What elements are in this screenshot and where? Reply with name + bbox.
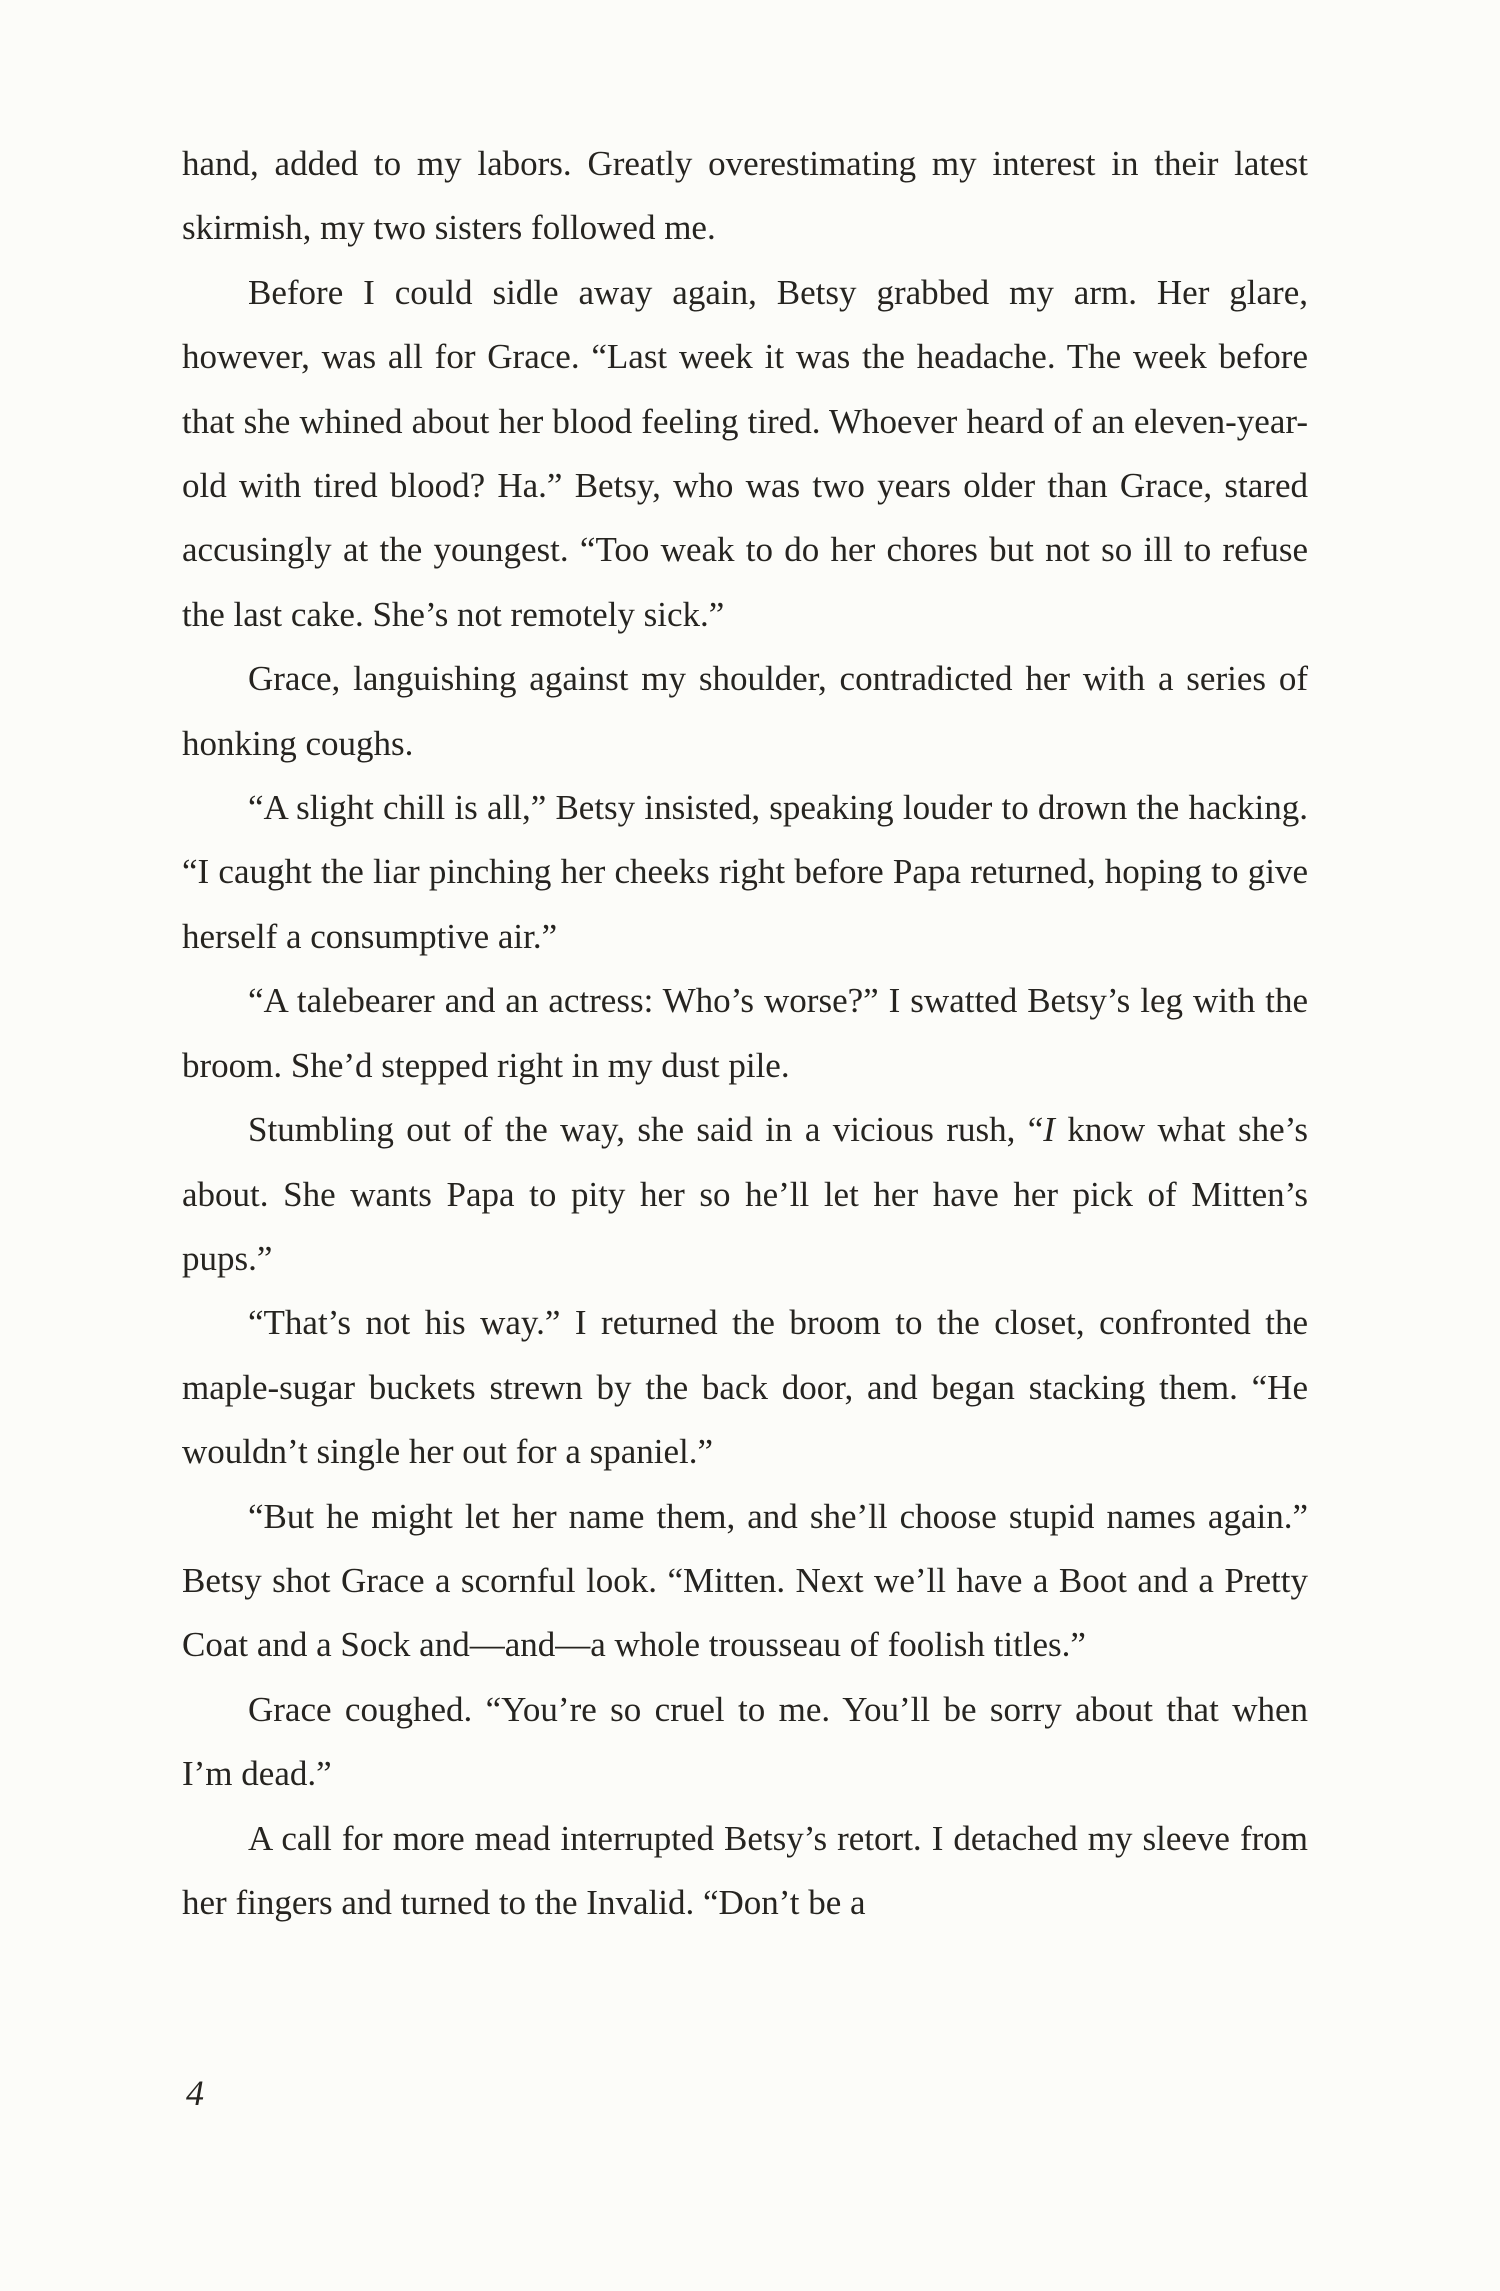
paragraph-text: Grace coughed. “You’re so cruel to me. You’ll be sorry about that when I’m dead.” [182, 1689, 1308, 1794]
body-text [182, 132, 1308, 1935]
paragraph [182, 1291, 1308, 1484]
paragraph [182, 1807, 1308, 1936]
paragraph [182, 647, 1308, 776]
paragraph [182, 1098, 1308, 1291]
paragraph-text: “A slight chill is all,” Betsy insisted, speaking louder to drown the hacking. “I caught the liar pinching her cheeks right before Papa returned, hoping to give herself a consumptive air.” [182, 788, 1308, 956]
italic-text: I [1043, 1110, 1055, 1150]
paragraph [182, 132, 1308, 261]
paragraph-text: “A talebearer and an actress: Who’s worse?” I swatted Betsy’s leg with the broom. She’d stepped right in my dust pile. [182, 981, 1308, 1085]
paragraph-text: hand, added to my labors. Greatly overestimating my interest in their latest skirmish, my two sisters followed me. [182, 144, 1308, 248]
paragraph [182, 1485, 1308, 1678]
paragraph [182, 776, 1308, 969]
paragraph-text: Before I could sidle away again, Betsy grabbed my arm. Her glare, however, was all for Grace. “Last week it was the headache. The week before that she whined about her blood feeling tired. Whoever heard of an eleven-year-old with tired blood? Ha.” Betsy, who was two years older than Grace, stared accusingly at the youngest. “Too weak to do her chores but not so ill to refuse the last cake. She’s not remotely sick.” [182, 272, 1308, 634]
paragraph-text: A call for more mead interrupted Betsy’s retort. I detached my sleeve from her fingers and turned to the Invalid. “Don’t be a [182, 1818, 1308, 1922]
paragraph-text: know what she’s about. She wants Papa to pity her so he’ll let her have her pick of Mitten’s pups.” [182, 1110, 1309, 1278]
page-number: 4 [186, 2073, 204, 2113]
paragraph [182, 1678, 1308, 1807]
paragraph [182, 261, 1308, 647]
paragraph-text: “That’s not his way.” I returned the broom to the closet, confronted the maple-sugar buckets strewn by the back door, and began stacking them. “He wouldn’t single her out for a spaniel.” [182, 1303, 1308, 1472]
paragraph-text: Grace, languishing against my shoulder, contradicted her with a series of honking coughs. [182, 659, 1308, 763]
paragraph-text: Stumbling out of the way, she said in a vicious rush, “ [248, 1110, 1044, 1150]
paragraph-text: “But he might let her name them, and she’ll choose stupid names again.” Betsy shot Grace a scornful look. “Mitten. Next we’ll have a Boot and a Pretty Coat and a Sock and—and—a whole trousseau of foolish titles.” [182, 1496, 1308, 1665]
paragraph [182, 969, 1308, 1098]
